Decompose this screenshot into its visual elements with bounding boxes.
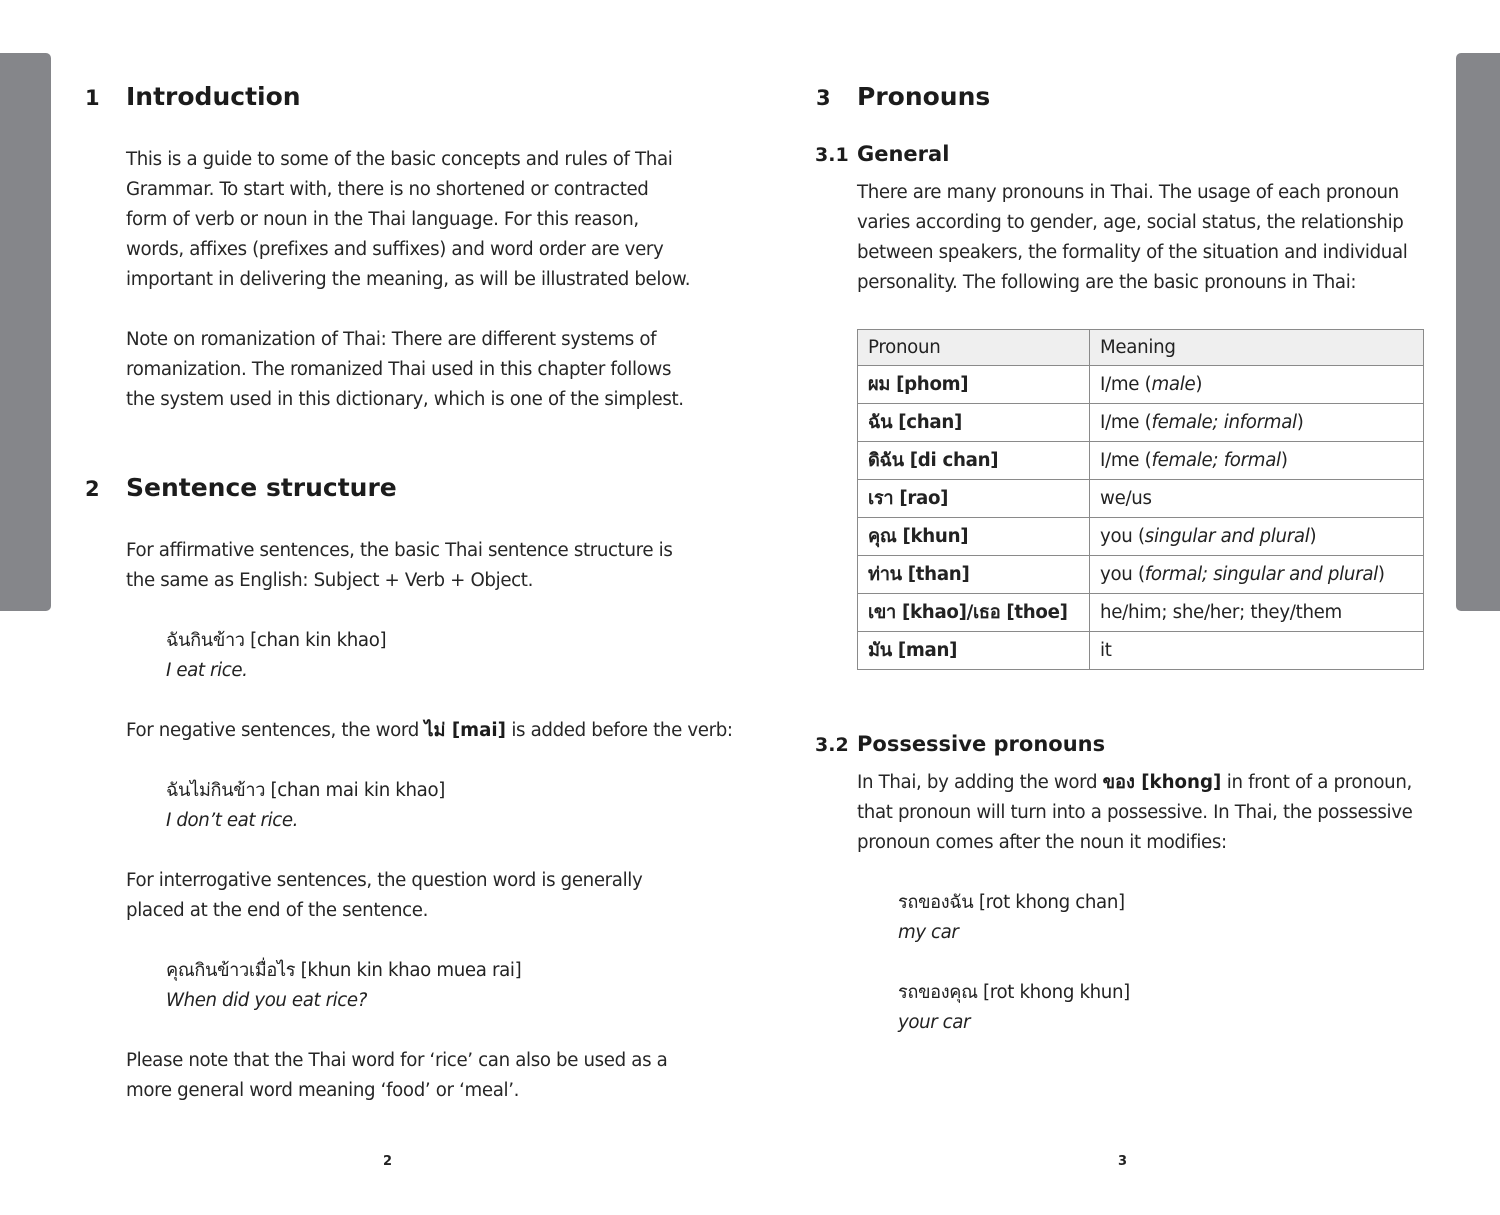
example-translation: your car xyxy=(898,1012,971,1033)
text-line: Grammar. To start with, there is no shortened or contracted xyxy=(126,179,649,200)
text-line: varies according to gender, age, social status, the relationship xyxy=(857,212,1404,233)
keyword-khong: ของ [khong] xyxy=(1102,772,1222,793)
text-line: important in delivering the meaning, as will be illustrated below. xyxy=(126,269,691,290)
pronoun-cell: ฉัน [chan] xyxy=(858,404,1090,442)
text-line: more general word meaning ‘food’ or ‘meal’. xyxy=(126,1080,520,1101)
text-run: For negative sentences, the word xyxy=(126,720,425,741)
pronoun-cell: ท่าน [than] xyxy=(858,556,1090,594)
rice-note xyxy=(126,1046,667,1106)
pronoun-table xyxy=(857,329,1424,670)
general-paragraph xyxy=(857,178,1407,298)
pronoun-cell: ผม [phom] xyxy=(858,366,1090,404)
text-line: placed at the end of the sentence. xyxy=(126,900,429,921)
text-line: personality. The following are the basic pronouns in Thai: xyxy=(857,272,1357,293)
table-row xyxy=(858,404,1424,442)
meaning-cell: you (formal; singular and plural) xyxy=(1090,556,1424,594)
section-number: 3.1 xyxy=(815,144,849,166)
meaning-cell: you (singular and plural) xyxy=(1090,518,1424,556)
right-page xyxy=(750,0,1500,1215)
meaning-cell: he/him; she/her; they/them xyxy=(1090,594,1424,632)
example-interrogative xyxy=(166,956,521,1016)
text-line: There are many pronouns in Thai. The usage of each pronoun xyxy=(857,182,1399,203)
table-row xyxy=(858,556,1424,594)
column-header-meaning: Meaning xyxy=(1090,330,1424,366)
section-title: Possessive pronouns xyxy=(857,732,1106,756)
text-line: between speakers, the formality of the situation and individual xyxy=(857,242,1408,263)
table-row xyxy=(858,594,1424,632)
pronoun-cell: เรา [rao] xyxy=(858,480,1090,518)
text-line: romanization. The romanized Thai used in this chapter follows xyxy=(126,359,672,380)
text-line: the system used in this dictionary, which is one of the simplest. xyxy=(126,389,684,410)
pronoun-cell: เขา [khao]/เธอ [thoe] xyxy=(858,594,1090,632)
example-my-car xyxy=(898,888,1125,948)
pronoun-cell: คุณ [khun] xyxy=(858,518,1090,556)
table-row xyxy=(858,442,1424,480)
romanization-note xyxy=(126,325,684,415)
section-number: 1 xyxy=(85,86,100,110)
example-thai: รถของคุณ [rot khong khun] xyxy=(898,982,1130,1003)
text-line: For affirmative sentences, the basic Thai sentence structure is xyxy=(126,540,673,561)
example-thai: ฉันกินข้าว [chan kin khao] xyxy=(166,630,387,651)
meaning-cell: I/me (female; formal) xyxy=(1090,442,1424,480)
table-row xyxy=(858,480,1424,518)
section-title: Introduction xyxy=(126,82,301,111)
text-line: the same as English: Subject + Verb + Object. xyxy=(126,570,534,591)
example-translation: I eat rice. xyxy=(166,660,248,681)
page-number: 3 xyxy=(1118,1154,1128,1169)
example-your-car xyxy=(898,978,1130,1038)
possessive-paragraph xyxy=(857,768,1413,858)
table-row xyxy=(858,632,1424,670)
example-thai: คุณกินข้าวเมื่อไร [khun kin khao muea rai] xyxy=(166,960,522,981)
text-line: This is a guide to some of the basic concepts and rules of Thai xyxy=(126,149,673,170)
meaning-cell: I/me (male) xyxy=(1090,366,1424,404)
section-title: General xyxy=(857,142,950,166)
page-number: 2 xyxy=(383,1154,393,1169)
example-thai: รถของฉัน [rot khong chan] xyxy=(898,892,1125,913)
text-line: For interrogative sentences, the question word is generally xyxy=(126,870,643,891)
meaning-cell: I/me (female; informal) xyxy=(1090,404,1424,442)
text-run: is added before the verb: xyxy=(505,720,733,741)
affirmative-paragraph xyxy=(126,536,672,596)
section-title: Sentence structure xyxy=(126,473,397,502)
keyword-mai: ไม่ [mai] xyxy=(424,720,506,741)
text-line: pronoun comes after the noun it modifies: xyxy=(857,832,1227,853)
meaning-cell: it xyxy=(1090,632,1424,670)
text-line: Note on romanization of Thai: There are different systems of xyxy=(126,329,657,350)
section-title: Pronouns xyxy=(857,82,991,111)
pronoun-cell: มัน [man] xyxy=(858,632,1090,670)
section-number: 2 xyxy=(85,477,100,501)
interrogative-paragraph xyxy=(126,866,642,926)
text-line: In Thai, by adding the word ของ [khong] in front of a pronoun, xyxy=(857,772,1412,793)
example-affirmative xyxy=(166,626,386,686)
table-row xyxy=(858,518,1424,556)
section-number: 3 xyxy=(816,86,831,110)
example-translation: I don’t eat rice. xyxy=(166,810,298,831)
example-thai: ฉันไม่กินข้าว [chan mai kin khao] xyxy=(166,780,445,801)
intro-paragraph xyxy=(126,145,690,295)
text-line: Please note that the Thai word for ‘rice’ can also be used as a xyxy=(126,1050,668,1071)
example-translation: When did you eat rice? xyxy=(166,990,367,1011)
table-header-row xyxy=(858,330,1424,366)
section-number: 3.2 xyxy=(815,734,849,756)
text-line: words, affixes (prefixes and suffixes) and word order are very xyxy=(126,239,664,260)
text-line: form of verb or noun in the Thai language. For this reason, xyxy=(126,209,639,230)
pronoun-cell: ดิฉัน [di chan] xyxy=(858,442,1090,480)
column-header-pronoun: Pronoun xyxy=(858,330,1090,366)
table-row xyxy=(858,366,1424,404)
negative-paragraph xyxy=(126,716,733,746)
meaning-cell: we/us xyxy=(1090,480,1424,518)
text-line: that pronoun will turn into a possessive. In Thai, the possessive xyxy=(857,802,1413,823)
example-negative xyxy=(166,776,445,836)
example-translation: my car xyxy=(898,922,959,943)
